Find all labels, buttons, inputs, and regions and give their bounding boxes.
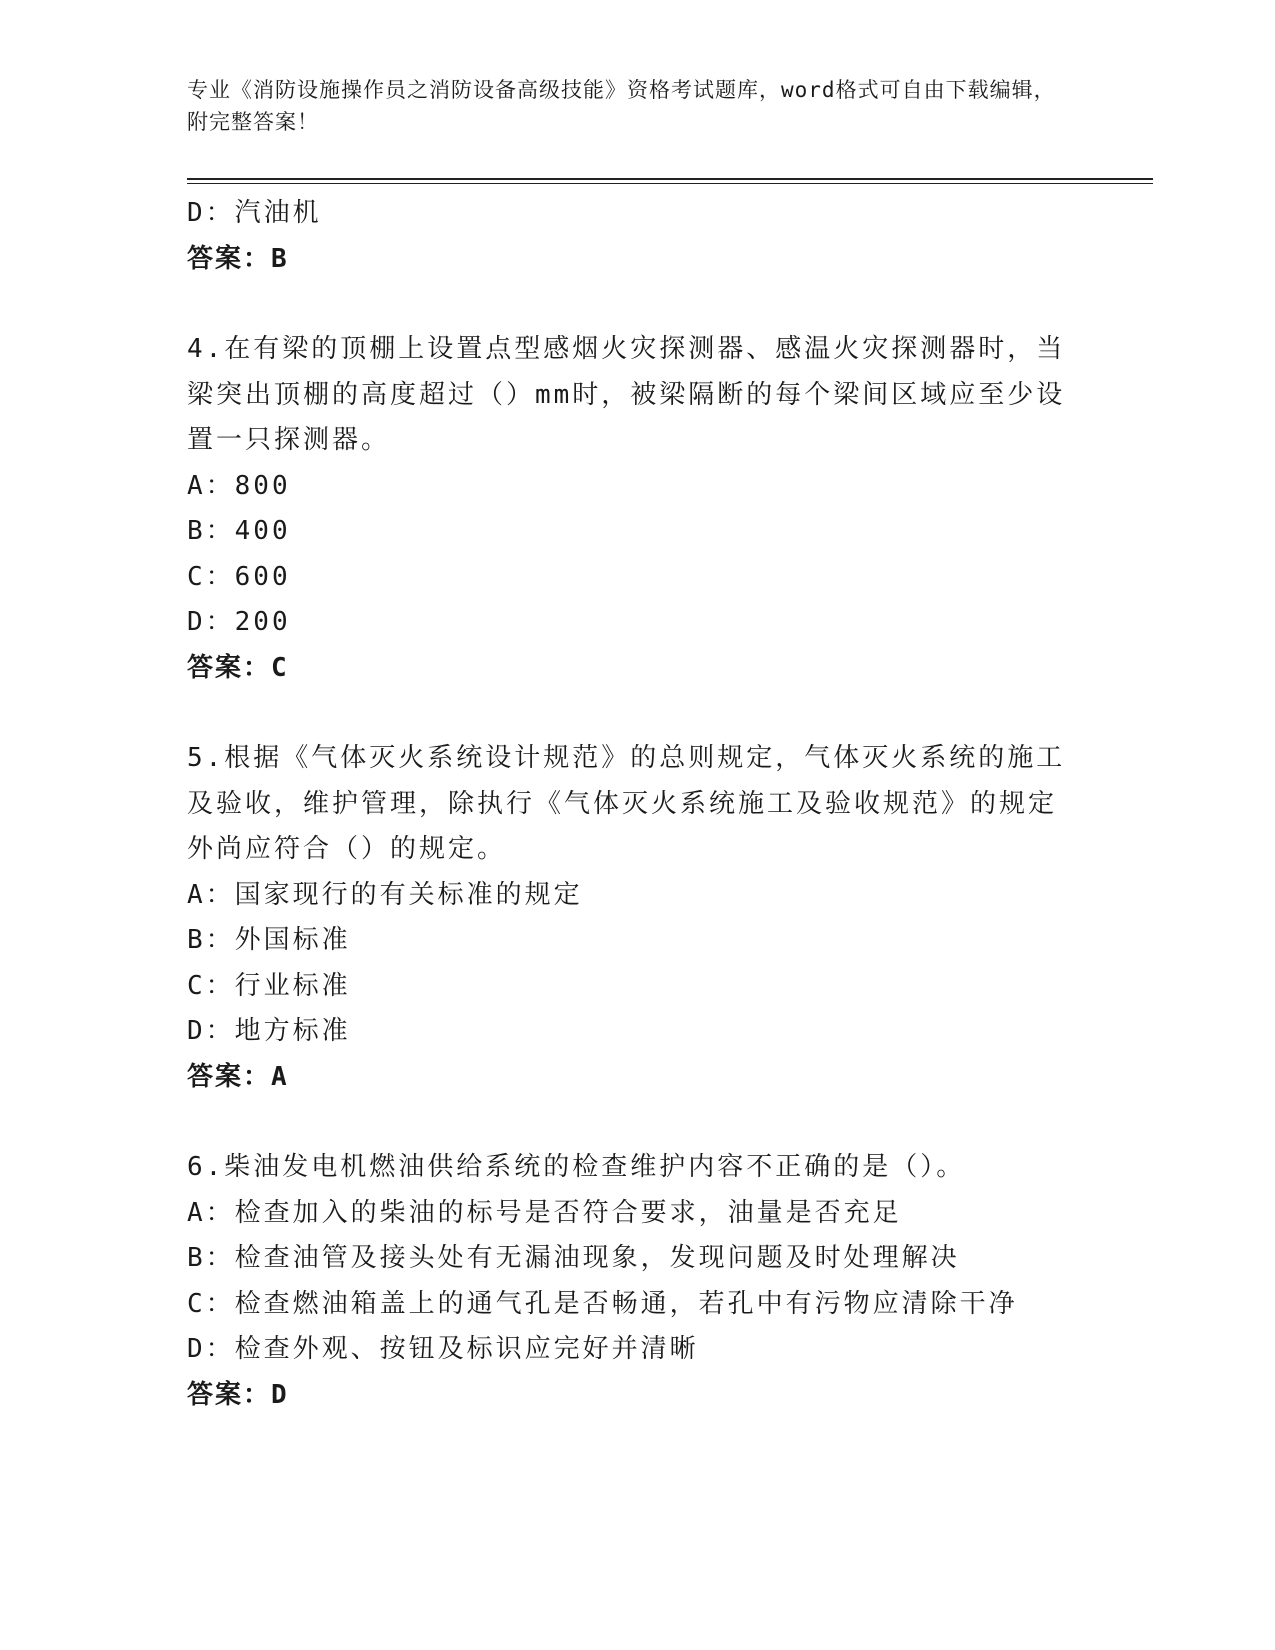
option-d: D：200 [187,607,291,637]
header-divider-thick [187,178,1153,180]
option-a: A：国家现行的有关标准的规定 [187,879,583,910]
option-c: C：检查燃油箱盖上的通气孔是否畅通，若孔中有污物应清除干净 [187,1288,1018,1319]
answer-line: 答案：D [187,1379,289,1410]
answer-line: 答案：C [187,652,289,683]
question-stem: 4.在有梁的顶棚上设置点型感烟火灾探测器、感温火灾探测器时，当梁突出顶棚的高度超过（）mm时，被梁隔断的每个梁间区域应至少设置一只探测器。 [187,334,1066,455]
question-block [187,327,1087,691]
question-block [187,736,1087,1100]
question-stem: 6.柴油发电机燃油供给系统的检查维护内容不正确的是（）。 [187,1152,966,1182]
carryover-option-d: D：汽油机 [187,198,322,228]
question-content [187,191,1087,1418]
option-d: D：地方标准 [187,1016,351,1046]
question-stem: 5.根据《气体灭火系统设计规范》的总则规定，气体灭火系统的施工及验收，维护管理，除执行《气体灭火系统施工及验收规范》的规定外尚应符合（）的规定。 [187,743,1066,864]
carryover-answer: 答案：B [187,243,289,274]
option-c: C：行业标准 [187,970,351,1001]
page-header: 专业《消防设施操作员之消防设备高级技能》资格考试题库，word格式可自由下载编辑，附完整答案！ [187,78,1056,134]
option-b: B：400 [187,516,291,546]
option-c: C：600 [187,561,291,592]
option-a: A：800 [187,470,291,501]
question-block [187,1145,1087,1418]
option-b: B：外国标准 [187,925,351,955]
option-b: B：检查油管及接头处有无漏油现象，发现问题及时处理解决 [187,1243,960,1273]
answer-line: 答案：A [187,1061,289,1092]
header-divider-thin [187,183,1153,184]
option-d: D：检查外观、按钮及标识应完好并清晰 [187,1334,699,1364]
option-a: A：检查加入的柴油的标号是否符合要求，油量是否充足 [187,1197,902,1228]
